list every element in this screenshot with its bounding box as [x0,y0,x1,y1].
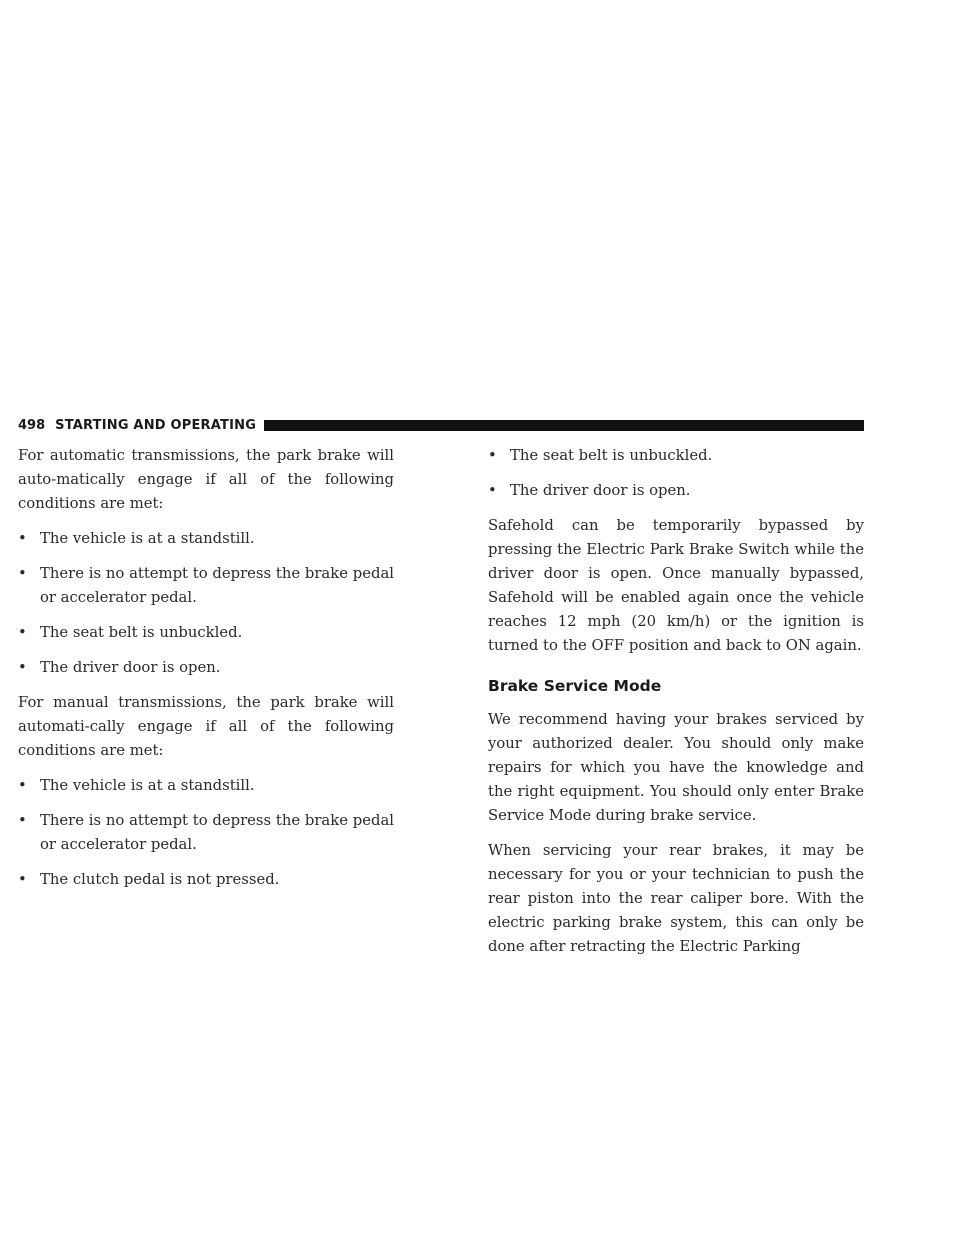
list-item: • The clutch pedal is not pressed. [18,868,394,892]
automatic-conditions-list [18,527,394,680]
list-item: • The driver door is open. [488,479,864,503]
list-item: • The vehicle is at a standstill. [18,527,394,551]
list-item: • There is no attempt to depress the brake pedal or accelerator pedal. [18,809,394,857]
header-rule [264,420,864,431]
continued-conditions-list [488,444,864,503]
list-item: • The seat belt is unbuckled. [18,621,394,645]
left-column [18,444,394,903]
page-number: 498 [18,417,46,433]
bullet-glyph: • [18,530,27,547]
paragraph-automatic: For automatic transmissions, the park brake will auto-matically engage if all of the following conditions are met: [18,447,394,512]
page-header [18,418,864,432]
manual-conditions-list [18,774,394,892]
list-item: • The driver door is open. [18,656,394,680]
paragraph-safehold: Safehold can be temporarily bypassed by pressing the Electric Park Brake Switch while the driver door is open. Once manually bypassed, Safehold will be enabled again once the vehicle reaches 12 mph (20 km/h) or the ignition is turned to the OFF position and back to ON again. [488,517,864,654]
bullet-glyph: • [18,624,27,641]
paragraph-service-recommendation: We recommend having your brakes serviced by your authorized dealer. You should only make repairs for which you have the knowledge and the right equipment. You should only enter Brake Service Mode during brake service. [488,711,864,824]
bullet-glyph: • [488,447,497,464]
bullet-glyph: • [18,565,27,582]
right-column [488,444,864,970]
bullet-glyph: • [18,871,27,888]
bullet-glyph: • [18,812,27,829]
list-item: • The seat belt is unbuckled. [488,444,864,468]
list-item: • There is no attempt to depress the brake pedal or accelerator pedal. [18,562,394,610]
list-item: • The vehicle is at a standstill. [18,774,394,798]
bullet-glyph: • [18,659,27,676]
section-title: STARTING AND OPERATING [55,417,257,433]
section-heading: Brake Service Mode [488,677,662,695]
bullet-glyph: • [488,482,497,499]
paragraph-rear-brakes: When servicing your rear brakes, it may be necessary for you or your technician to push the rear piston into the rear caliper bore. With the electric parking brake system, this can only be done after retracting the Electric Parking [488,842,864,955]
bullet-glyph: • [18,777,27,794]
paragraph-manual: For manual transmissions, the park brake will automati-cally engage if all of the following conditions are met: [18,694,394,759]
